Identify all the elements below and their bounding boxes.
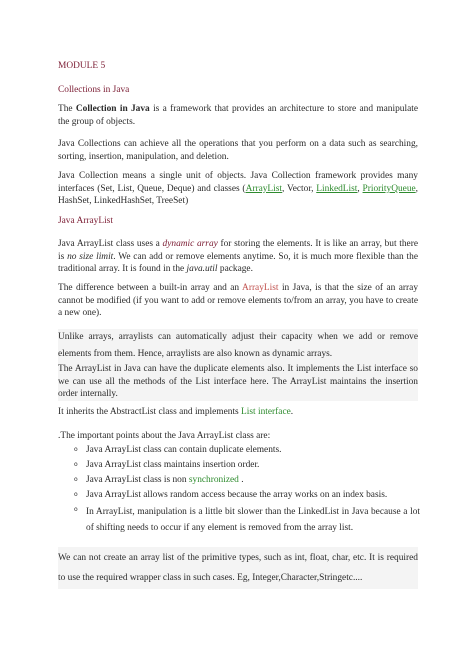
- list-item-text-pre: Java ArrayList class is non: [86, 475, 189, 485]
- list-item-text: Java ArrayList allows random access because the array works on an index basis.: [86, 490, 388, 500]
- link-arraylist[interactable]: ArrayList: [245, 183, 283, 194]
- paragraph-dynamic-arrays: Unlike arrays, arraylists can automatically adjust their capacity when we add or remove elements from them. Hence, arraylists are also known as dynamic arrays.: [58, 329, 418, 363]
- p1-pre: The: [58, 104, 76, 114]
- p5-pre: The difference between a built-in array and an: [58, 283, 243, 293]
- p8-post: .: [290, 407, 294, 417]
- bullet-marker: o: [74, 491, 78, 498]
- list-item-text: In ArrayList, manipulation is a little bit slower than the LinkedList in Java because a lot of shifting needs to occur if any element is removed from the array list.: [86, 507, 420, 533]
- italic-dynamic-array: dynamic array: [162, 239, 218, 249]
- list-item-text-post: .: [238, 475, 244, 485]
- p3-sep2: ,: [357, 183, 363, 194]
- paragraph-difference: [58, 282, 418, 320]
- bullet-marker: o: [74, 476, 78, 483]
- link-arraylist-2[interactable]: ArrayList: [242, 283, 279, 293]
- p3-pre: Java Collection means a single unit of objects. Java Collection framework provides many interfaces (Set, List, Queue, Deque) and classes (: [58, 171, 418, 194]
- section-heading: Collections in Java: [58, 85, 130, 95]
- italic-no-size-limit: no size limit: [67, 251, 114, 262]
- paragraph-important-points: .The important points about the Java ArrayList class are:: [58, 431, 271, 441]
- p3-post: , HashSet, LinkedHashSet, TreeSet): [58, 183, 419, 207]
- paragraph-inherits: [58, 406, 418, 419]
- p4-mid2: . We can add or remove elements anytime. So, it is much more flexible than the traditional array. It is found in the: [58, 251, 418, 275]
- list-item-text: Java ArrayList class maintains insertion order.: [86, 460, 260, 470]
- link-list-interface[interactable]: List interface: [241, 407, 291, 417]
- italic-java-util: java.util: [186, 264, 218, 275]
- paragraph-framework: [58, 170, 418, 208]
- list-item-text: [86, 474, 420, 487]
- bullet-marker: o: [74, 446, 78, 453]
- link-linkedlist[interactable]: LinkedList: [316, 183, 358, 194]
- paragraph-collection-intro: [58, 103, 418, 128]
- p1-bold: Collection in Java: [75, 104, 150, 114]
- p1-post: is a framework that provides an architecture to store and manipulate the group of objects.: [58, 104, 418, 127]
- paragraph-duplicates: The ArrayList in Java can have the duplicate elements also. It implements the List interface so we can use all the methods of the List interface here. The ArrayList maintains the insertion order internally.: [58, 364, 418, 400]
- paragraph-primitive-types: We can not create an array list of the primitive types, such as int, float, char, etc. It is required to use the required wrapper class in such cases. Eg, Integer,Character,Stringetc....: [58, 547, 418, 589]
- bullet-marker: o: [74, 506, 78, 513]
- subheading-java-arraylist: Java ArrayList: [58, 216, 113, 226]
- list-item-text: Java ArrayList class can contain duplicate elements.: [86, 445, 282, 455]
- link-synchronized[interactable]: synchronized: [188, 475, 239, 485]
- p4-post: package.: [217, 264, 253, 275]
- module-heading: MODULE 5: [58, 61, 106, 71]
- link-priorityqueue[interactable]: PriorityQueue: [362, 183, 416, 194]
- p3-sep1: , Vector,: [282, 183, 317, 194]
- p8-pre: It inherits the AbstractList class and implements: [58, 407, 242, 417]
- paragraph-arraylist-intro: [58, 238, 418, 276]
- p5-post: in Java, is that the size of an array cannot be modified (if you want to add or remove elements to/from an array, you have to create a new one).: [58, 283, 419, 319]
- p4-mid: for storing the elements. It is like an array, but there is: [58, 239, 418, 262]
- bullet-marker: o: [74, 461, 78, 468]
- paragraph-operations: Java Collections can achieve all the operations that you perform on a data such as searching, sorting, insertion, manipulation, and deletion.: [58, 139, 418, 162]
- p4-pre: Java ArrayList class uses a: [58, 239, 163, 249]
